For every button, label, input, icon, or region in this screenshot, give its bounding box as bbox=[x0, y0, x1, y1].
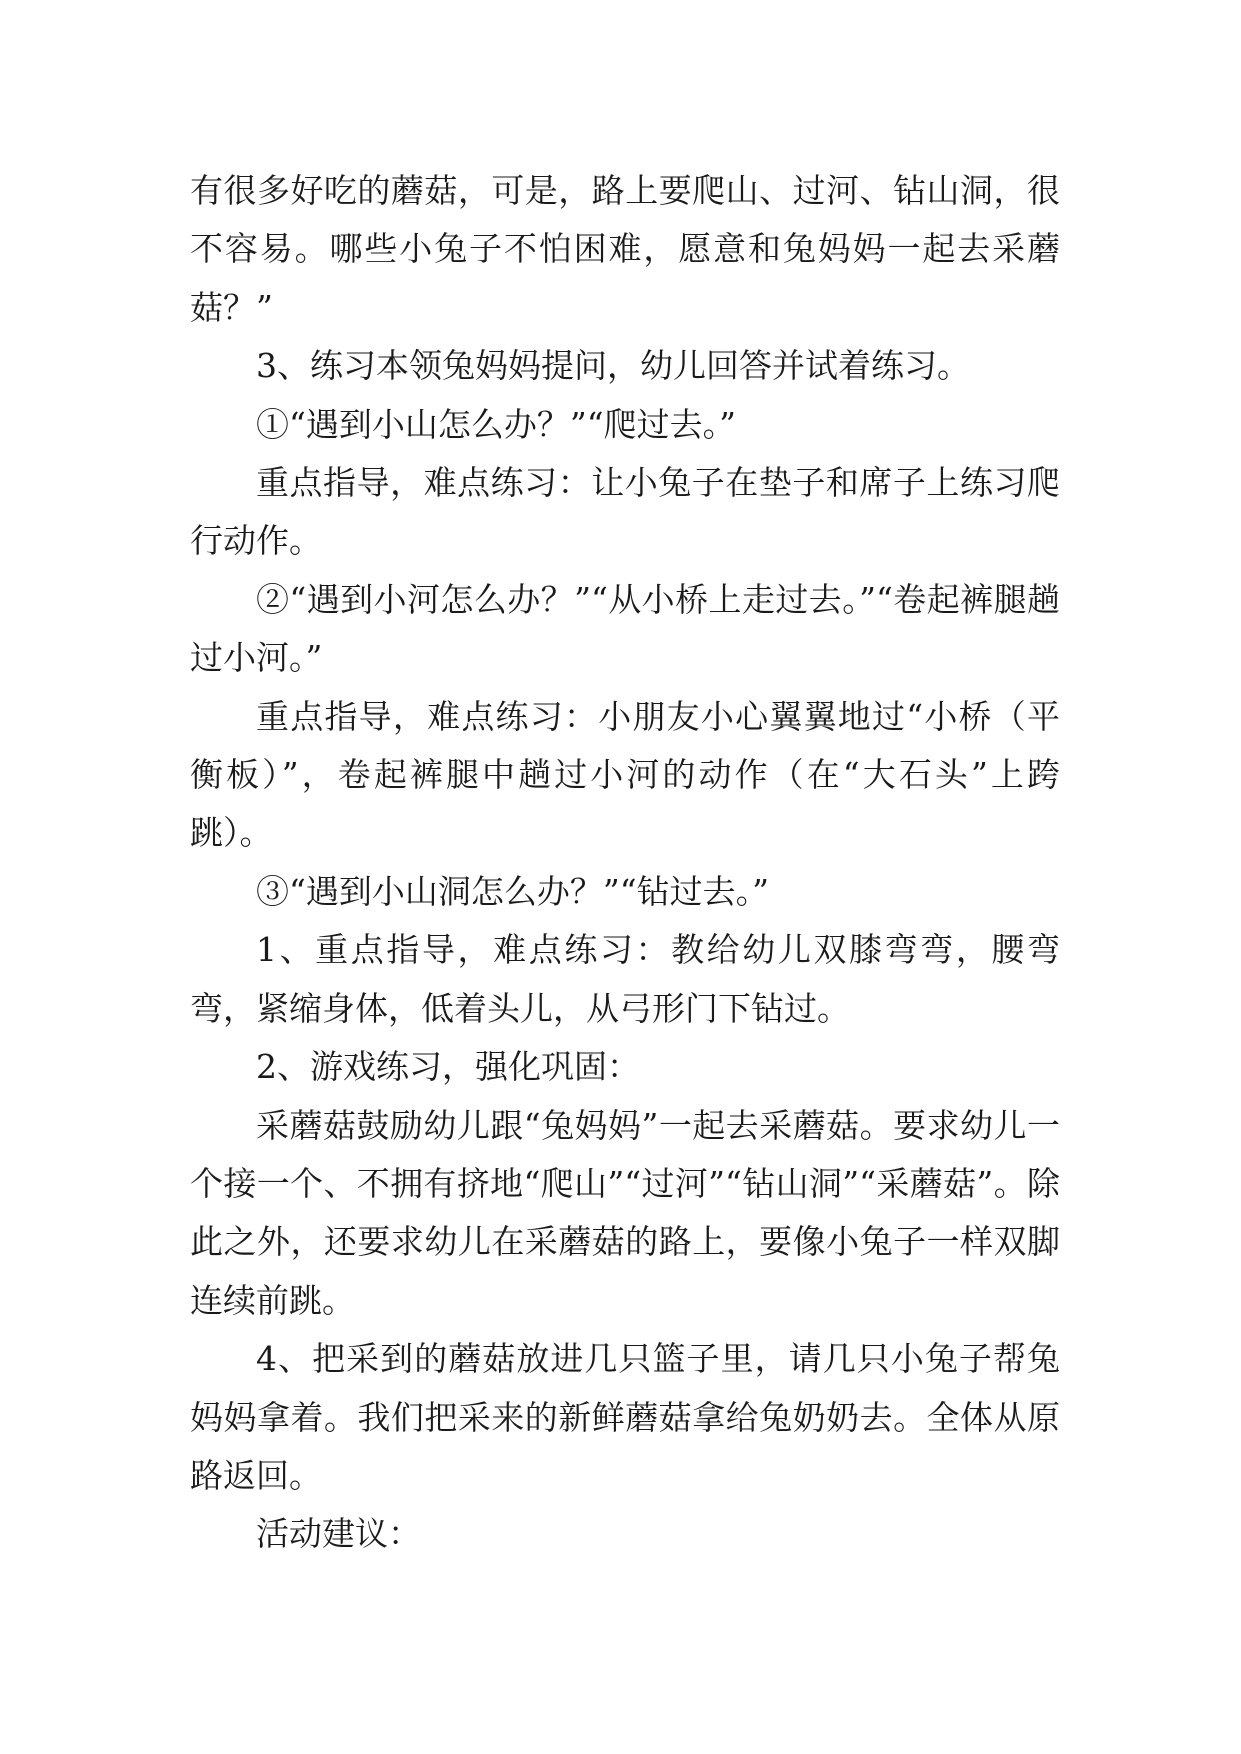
paragraph-5: ②“遇到小河怎么办？”“从小桥上走过去。”“卷起裤腿趟过小河。” bbox=[190, 579, 1060, 678]
paragraph-12: 活动建议： bbox=[256, 1514, 421, 1554]
paragraph-2: 3、练习本领兔妈妈提问，幼儿回答并试着练习。 bbox=[256, 346, 970, 386]
paragraph-9: 2、游戏练习，强化巩固： bbox=[256, 1047, 640, 1087]
document-body bbox=[190, 162, 1060, 1564]
paragraph-11: 4、把采到的蘑菇放进几只篮子里，请几只小兔子帮兔妈妈拿着。我们把采来的新鲜蘑菇拿给兔奶奶去。全体从原路返回。 bbox=[190, 1339, 1060, 1495]
paragraph-1: 有很多好吃的蘑菇，可是，路上要爬山、过河、钻山洞，很不容易。哪些小兔子不怕困难，愿意和兔妈妈一起去采蘑菇？” bbox=[190, 171, 1060, 327]
paragraph-10: 采蘑菇鼓励幼儿跟“兔妈妈”一起去采蘑菇。要求幼儿一个接一个、不拥有挤地“爬山”“过河”“钻山洞”“采蘑菇”。除此之外，还要求幼儿在采蘑菇的路上，要像小兔子一样双脚连续前跳。 bbox=[190, 1105, 1060, 1320]
paragraph-6: 重点指导，难点练习：小朋友小心翼翼地过“小桥（平衡板）”，卷起裤腿中趟过小河的动作（在“大石头”上跨跳）。 bbox=[190, 696, 1060, 853]
paragraph-3: ①“遇到小山怎么办？”“爬过去。” bbox=[256, 404, 736, 444]
paragraph-8: 1、重点指导，难点练习：教给幼儿双膝弯弯，腰弯弯，紧缩身体，低着头儿，从弓形门下钻过。 bbox=[190, 930, 1060, 1028]
paragraph-4: 重点指导，难点练习：让小兔子在垫子和席子上练习爬行动作。 bbox=[190, 463, 1060, 561]
paragraph-7: ③“遇到小山洞怎么办？”“钻过去。” bbox=[256, 871, 769, 911]
